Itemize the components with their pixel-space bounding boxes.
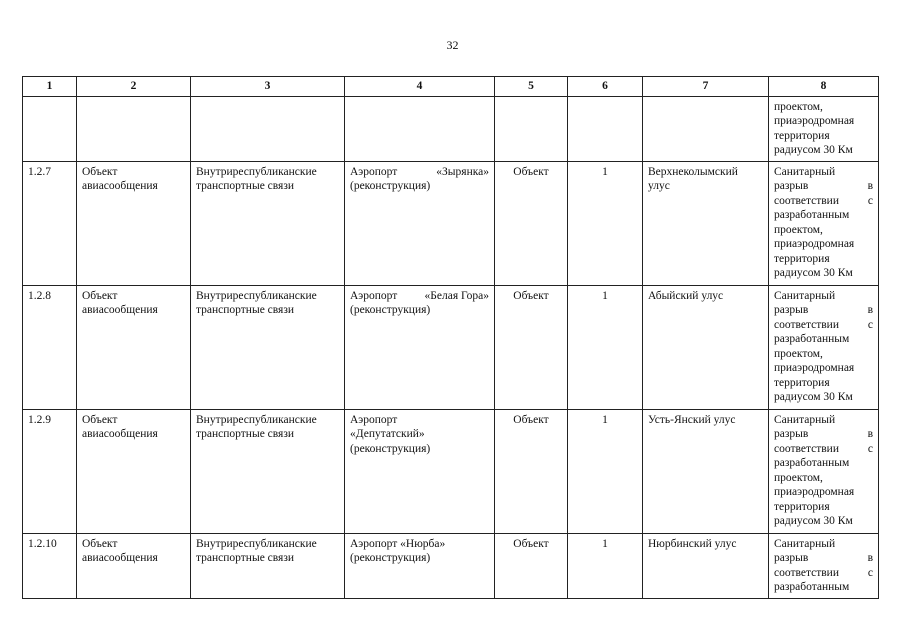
object-name-cell <box>345 285 495 409</box>
zone-line <box>774 289 873 304</box>
zone-word: проектом, <box>774 223 823 236</box>
table-cell <box>191 96 345 161</box>
object-type-cell <box>77 533 191 598</box>
location-cell <box>643 161 769 285</box>
zone-line <box>774 551 873 566</box>
table-row <box>23 409 879 533</box>
table-cell <box>77 96 191 161</box>
quantity-cell: 1 <box>568 285 643 409</box>
zone-cell <box>769 161 879 285</box>
table-row <box>23 285 879 409</box>
location-line: Усть-Янский улус <box>648 413 736 426</box>
zone-word: радиусом 30 Км <box>774 515 853 527</box>
zone-word: разрыв <box>774 180 809 192</box>
zone-line: проектом, <box>774 100 823 113</box>
zone-line <box>774 165 873 180</box>
row-number-cell: 1.2.7 <box>23 161 77 285</box>
object-name-line <box>350 303 489 318</box>
zone-word: разработанным <box>774 209 850 221</box>
zone-word: приаэродромная <box>774 238 855 250</box>
object-type-cell <box>77 285 191 409</box>
object-type-line: авиасообщения <box>82 428 158 440</box>
zone-line <box>774 303 873 318</box>
object-type-line: Объект <box>82 537 118 550</box>
object-name-line <box>350 179 489 194</box>
object-name-line <box>350 442 489 457</box>
zone-line <box>774 413 873 428</box>
object-name-line <box>350 551 489 566</box>
zone-cell <box>769 96 879 161</box>
object-type-cell <box>77 161 191 285</box>
zone-line <box>774 332 873 347</box>
row-number-cell: 1.2.9 <box>23 409 77 533</box>
zone-line: территория <box>774 129 830 142</box>
table-cell <box>643 96 769 161</box>
object-name-word: Аэропорт <box>350 165 398 178</box>
location-line: Абыйский улус <box>648 289 724 302</box>
unit-cell: Объект <box>495 409 568 533</box>
zone-word: разработанным <box>774 457 850 469</box>
zone-line <box>774 237 873 252</box>
table-row <box>23 161 879 285</box>
zone-word: соответствии <box>774 566 839 579</box>
purpose-line: Внутриреспубликанские <box>196 289 317 302</box>
object-name-word: «Белая Гора» <box>424 289 489 302</box>
zone-word: разрыв <box>774 552 809 564</box>
table-row <box>23 533 879 598</box>
header-cell: 1 <box>23 77 77 97</box>
header-cell: 7 <box>643 77 769 97</box>
zone-line <box>774 471 873 486</box>
unit-cell: Объект <box>495 285 568 409</box>
purpose-line: транспортные связи <box>196 180 295 192</box>
row-number-cell: 1.2.10 <box>23 533 77 598</box>
object-name-word: Аэропорт «Нюрба» <box>350 537 446 550</box>
zone-line <box>774 179 873 194</box>
object-name-line <box>350 289 489 304</box>
zone-word: приаэродромная <box>774 486 855 498</box>
zone-line <box>774 194 873 209</box>
object-name-line <box>350 537 489 552</box>
header-cell: 4 <box>345 77 495 97</box>
zone-word: в <box>867 180 873 192</box>
zone-word: соответствии <box>774 194 839 207</box>
zone-word: соответствии <box>774 442 839 455</box>
purpose-cell <box>191 533 345 598</box>
location-line: Нюрбинский улус <box>648 537 737 550</box>
purpose-line: транспортные связи <box>196 304 295 316</box>
object-name-cell <box>345 533 495 598</box>
purpose-cell <box>191 285 345 409</box>
zone-word: Санитарный <box>774 165 836 178</box>
object-name-word: (реконструкция) <box>350 552 431 564</box>
zone-line <box>774 500 873 515</box>
object-name-word: «Зырянка» <box>436 165 489 178</box>
object-name-line <box>350 165 489 180</box>
zone-line <box>774 376 873 391</box>
object-type-line: авиасообщения <box>82 304 158 316</box>
objects-table <box>22 76 879 599</box>
object-type-line: авиасообщения <box>82 180 158 192</box>
zone-line <box>774 266 873 281</box>
object-name-word: (реконструкция) <box>350 442 431 455</box>
quantity-cell: 1 <box>568 161 643 285</box>
location-cell <box>643 533 769 598</box>
zone-line <box>774 485 873 500</box>
zone-line <box>774 252 873 267</box>
zone-word: Санитарный <box>774 537 836 550</box>
object-name-cell <box>345 409 495 533</box>
zone-word: территория <box>774 376 830 389</box>
zone-word: в <box>867 428 873 440</box>
zone-line <box>774 442 873 457</box>
zone-line <box>774 347 873 362</box>
location-line: улус <box>648 180 670 192</box>
purpose-line: транспортные связи <box>196 552 295 564</box>
zone-line <box>774 208 873 223</box>
zone-line <box>774 318 873 333</box>
zone-word: в <box>867 552 873 564</box>
header-cell: 5 <box>495 77 568 97</box>
zone-cell <box>769 285 879 409</box>
zone-line <box>774 456 873 471</box>
zone-word: разработанным <box>774 581 850 593</box>
location-cell <box>643 409 769 533</box>
zone-word: с <box>867 318 873 331</box>
zone-word: соответствии <box>774 318 839 331</box>
object-type-line: Объект <box>82 165 118 178</box>
zone-word: Санитарный <box>774 413 836 426</box>
zone-line <box>774 537 873 552</box>
zone-cell <box>769 409 879 533</box>
purpose-line: транспортные связи <box>196 428 295 440</box>
table-row-continuation <box>23 96 879 161</box>
object-name-word: Аэропорт <box>350 413 398 426</box>
zone-line <box>774 427 873 442</box>
zone-word: территория <box>774 252 830 265</box>
object-name-word: «Депутатский» <box>350 428 425 440</box>
object-name-cell <box>345 161 495 285</box>
location-cell <box>643 285 769 409</box>
zone-word: разработанным <box>774 333 850 345</box>
zone-cell <box>769 533 879 598</box>
unit-cell: Объект <box>495 161 568 285</box>
header-cell: 8 <box>769 77 879 97</box>
zone-line <box>774 361 873 376</box>
table-cell <box>345 96 495 161</box>
zone-word: проектом, <box>774 471 823 484</box>
zone-word: с <box>867 442 873 455</box>
zone-word: радиусом 30 Км <box>774 391 853 403</box>
purpose-line: Внутриреспубликанские <box>196 537 317 550</box>
zone-line <box>774 580 873 595</box>
object-name-word: (реконструкция) <box>350 304 431 316</box>
object-type-line: Объект <box>82 289 118 302</box>
quantity-cell: 1 <box>568 533 643 598</box>
table-header-row <box>23 77 879 97</box>
object-type-line: Объект <box>82 413 118 426</box>
purpose-line: Внутриреспубликанские <box>196 413 317 426</box>
location-line: Верхнеколымский <box>648 165 738 178</box>
object-name-word: (реконструкция) <box>350 180 431 192</box>
zone-line <box>774 223 873 238</box>
table-cell <box>568 96 643 161</box>
zone-line <box>774 514 873 529</box>
zone-word: с <box>867 566 873 579</box>
object-name-line <box>350 413 489 428</box>
quantity-cell: 1 <box>568 409 643 533</box>
purpose-cell <box>191 409 345 533</box>
header-cell: 6 <box>568 77 643 97</box>
unit-cell: Объект <box>495 533 568 598</box>
zone-line <box>774 390 873 405</box>
zone-word: приаэродромная <box>774 362 855 374</box>
zone-word: разрыв <box>774 304 809 316</box>
header-cell: 2 <box>77 77 191 97</box>
header-cell: 3 <box>191 77 345 97</box>
zone-word: с <box>867 194 873 207</box>
zone-word: разрыв <box>774 428 809 440</box>
row-number-cell: 1.2.8 <box>23 285 77 409</box>
zone-word: в <box>867 304 873 316</box>
purpose-line: Внутриреспубликанские <box>196 165 317 178</box>
object-type-cell <box>77 409 191 533</box>
table-cell <box>23 96 77 161</box>
zone-word: территория <box>774 500 830 513</box>
zone-word: Санитарный <box>774 289 836 302</box>
zone-line: приаэродромная <box>774 115 855 127</box>
zone-word: проектом, <box>774 347 823 360</box>
zone-word: радиусом 30 Км <box>774 267 853 279</box>
zone-line: радиусом 30 Км <box>774 144 853 156</box>
object-name-line <box>350 427 489 442</box>
page-number: 32 <box>446 38 459 52</box>
zone-line <box>774 566 873 581</box>
object-name-word: Аэропорт <box>350 289 398 302</box>
purpose-cell <box>191 161 345 285</box>
table-cell <box>495 96 568 161</box>
object-type-line: авиасообщения <box>82 552 158 564</box>
